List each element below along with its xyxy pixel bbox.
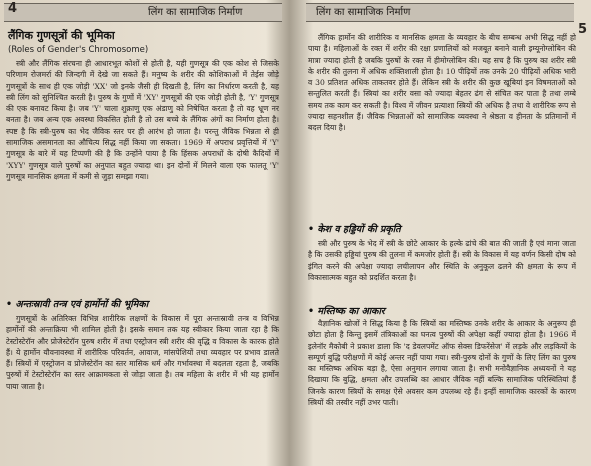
body-paragraph: स्त्री और पुरुष के भेद में स्त्री के छोटे आकार के हल्के ढांचे की बात की जाती है एवं माना जाता है कि उसकी हड्डियां पुरुष की तुलना में कमजोर होती हैं। स्त्री के विकास में यह वर्णन किसी दोष को इंगित करने की अपेक्षा ज्यादा लचीलापन और स्थिति के अनुकूल ढलने की क्षमता के रूप में विकासात्मक बहुत को प्रदर्शित करता है। — [308, 239, 576, 282]
subheading: • केश व हड्डियों की प्रकृति — [308, 224, 401, 235]
running-head: लिंग का सामाजिक निर्माण — [316, 7, 411, 18]
section-title: लैंगिक गुणसूत्रों की भूमिका — [8, 29, 115, 42]
section-subtitle: (Roles of Gender's Chromosome) — [8, 45, 149, 55]
running-head: लिंग का सामाजिक निर्माण — [148, 7, 243, 18]
left-page — [0, 0, 286, 466]
body-paragraph: स्त्री और लैंगिक संरचना ही आधारभूत कोशों से होती है, यही गुणसूत्र की एक कोश से जिसके परिणाम रोजमर्रा की जिन्दगी में देखे जा सकते हैं। मनुष्य के शरीर की कोशिकाओं में तेईस जोड़े गुणसूत्रों के साथ ही एक जोड़ी 'XX' जो इनके जैसी ही दिखती है, लिंग का निर्धारण करती है, यह स्त्री लिंग को सुनिश्चित करती है। पुरुष के गुणों में 'XY' गुणसूत्रों की एक जोड़ी होती है, 'Y' गुणसूत्र की एक बनावट किया है। जब 'Y' चाला शुक्राणु एक अंडाणु को निषेचित करता है तो वह भ्रूण नर बनता है। जब अन्य एक अवस्था विकसित होती है तो उस बच्चे के लैंगिक अंगों का निर्माण होता है। स्पष्ट है कि स्त्री-पुरुष का भेद जैविक स्तर पर ही आरंभ हो जाता है। परन्तु जैविक भिन्नता से ही सामाजिक असमानता का औचित्य सिद्ध नहीं किया जा सकता। 1969 में अपराध प्रवृत्तियों में 'Y' गुणसूत्र के बारे में यह टिप्पणी की है कि उन्होंने पाया है कि हिंसक अपराधों के दोषी कैदियों में 'XYY' गुणसूत्र वाले पुरुषों का अनुपात बहुत ज्यादा था। इन दोनों में मिलने वाला एक फालतू 'Y' गुणसूत्र मानसिक क्षमता में कमी से जुड़ा समझा गया। — [6, 59, 279, 181]
page-number: 4 — [8, 1, 18, 16]
subheading: • अन्तःस्रावी तन्त्र एवं हार्मोनों की भूमिका — [6, 299, 149, 310]
subheading: • मस्तिष्क का आकार — [308, 306, 385, 317]
body-paragraph: लैंगिक हार्मोन की शारीरिक व मानसिक क्षमता के व्यवहार के बीच सम्बन्ध अभी सिद्ध नहीं हो पाया है। महिलाओं के रक्त में शरीर की रक्षा प्रणालियों को मजबूत बनाने वाली इम्यूनोग्लोबिन की मात्रा ज्यादा होती है जबकि पुरुषों के रक्त में हीमोग्लोबिन की। यह सच है कि पुरुष का शरीर स्त्री के शरीर की तुलना में अधिक शक्तिशाली होता है। 10 पीढ़ियों तक उनके 20 पीढ़ियों अधिक भारी व 30 प्रतिशत अधिक ताकतवर होते हैं। लेकिन स्त्री के शरीर की कुछ खूबियां इन विषमताओं को सन्तुलित करती हैं। स्त्रियां का शरीर वसा को ज्यादा बेहतर ढंग से संचित कर पाता है तथा लम्बे समय तक काम कर सकती है। विश्व में जीवन प्रत्याशा स्त्रियों की अधिक है तथा वे शारीरिक रूप से ज्यादा सहनशील हैं। जैविक भिन्नताओं को सामाजिक व्यवस्था ने श्रेष्ठता व हीनता के प्रतिमानों में बदल दिया है। — [308, 33, 576, 133]
page-number: 5 — [577, 22, 587, 37]
body-paragraph: वैज्ञानिक खोजों ने सिद्ध किया है कि स्त्रियों का मस्तिष्क उनके शरीर के आकार के अनुरूप ही छोटा होता है किन्तु इसमें तंत्रिकाओं का घनत्व पुरुषों की अपेक्षा कहीं ज्यादा होता है। 1966 में इलेनॉर मैकोबी ने प्रकाश डाला कि 'द डेवलपमेंट ऑफ सेक्स डिफरेंसेज' में लड़के और लड़कियों के सम्पूर्ण बुद्धि परीक्षणों में कोई अन्तर नहीं पाया गया। स्त्री-पुरुष दोनों के गुणों के लिए लिंग का पुरुष का मस्तिष्क अधिक बड़ा है, ऐसा अनुमान लगाया जाता है। सभी मनोवैज्ञानिक अध्ययनों ने यह दिखाया कि बुद्धि, क्षमता और उपलब्धि का आधार जैविक नहीं बल्कि सामाजिक परिस्थितियां हैं जिनके कारण स्त्रियों के समक्ष ऐसे अवसर कम उपलब्ध रहे हैं। इन्हीं सामाजिक कारकों के कारण स्त्रियों की तस्वीर नहीं उभर पाती। — [308, 319, 576, 408]
right-page — [298, 0, 591, 466]
body-paragraph: गुणसूत्रों के अतिरिक्त विभिन्न शारीरिक लक्षणों के विकास में पूरा अन्तःस्रावी तन्त्र व विभिन्न हार्मोनों की अन्तःक्रिया भी शामिल होती है। इसके समान तक यह स्वीकार किया जाता रहा है कि टेस्टोस्टेरॉन और प्रोजेस्टेरॉन पुरुष शरीर में तथा एस्ट्रोजन स्त्री शरीर की वृद्धि व विकास के कारक होते हैं। ये हार्मोन यौवनावस्था में शारीरिक परिवर्तन, आवाज, मांसपेशियों तथा व्यवहार पर प्रभाव डालते हैं। स्त्रियों में एस्ट्रोजन व प्रोजेस्टेरॉन का स्तर मासिक धर्म और गर्भावस्था में बदलता रहता है, जबकि पुरुषों में टेस्टोस्टेरॉन का स्तर आक्रामकता से जोड़ा जाता है। तब महिला के शरीर में भी यह हार्मोन पाया जाता है। — [6, 314, 279, 391]
